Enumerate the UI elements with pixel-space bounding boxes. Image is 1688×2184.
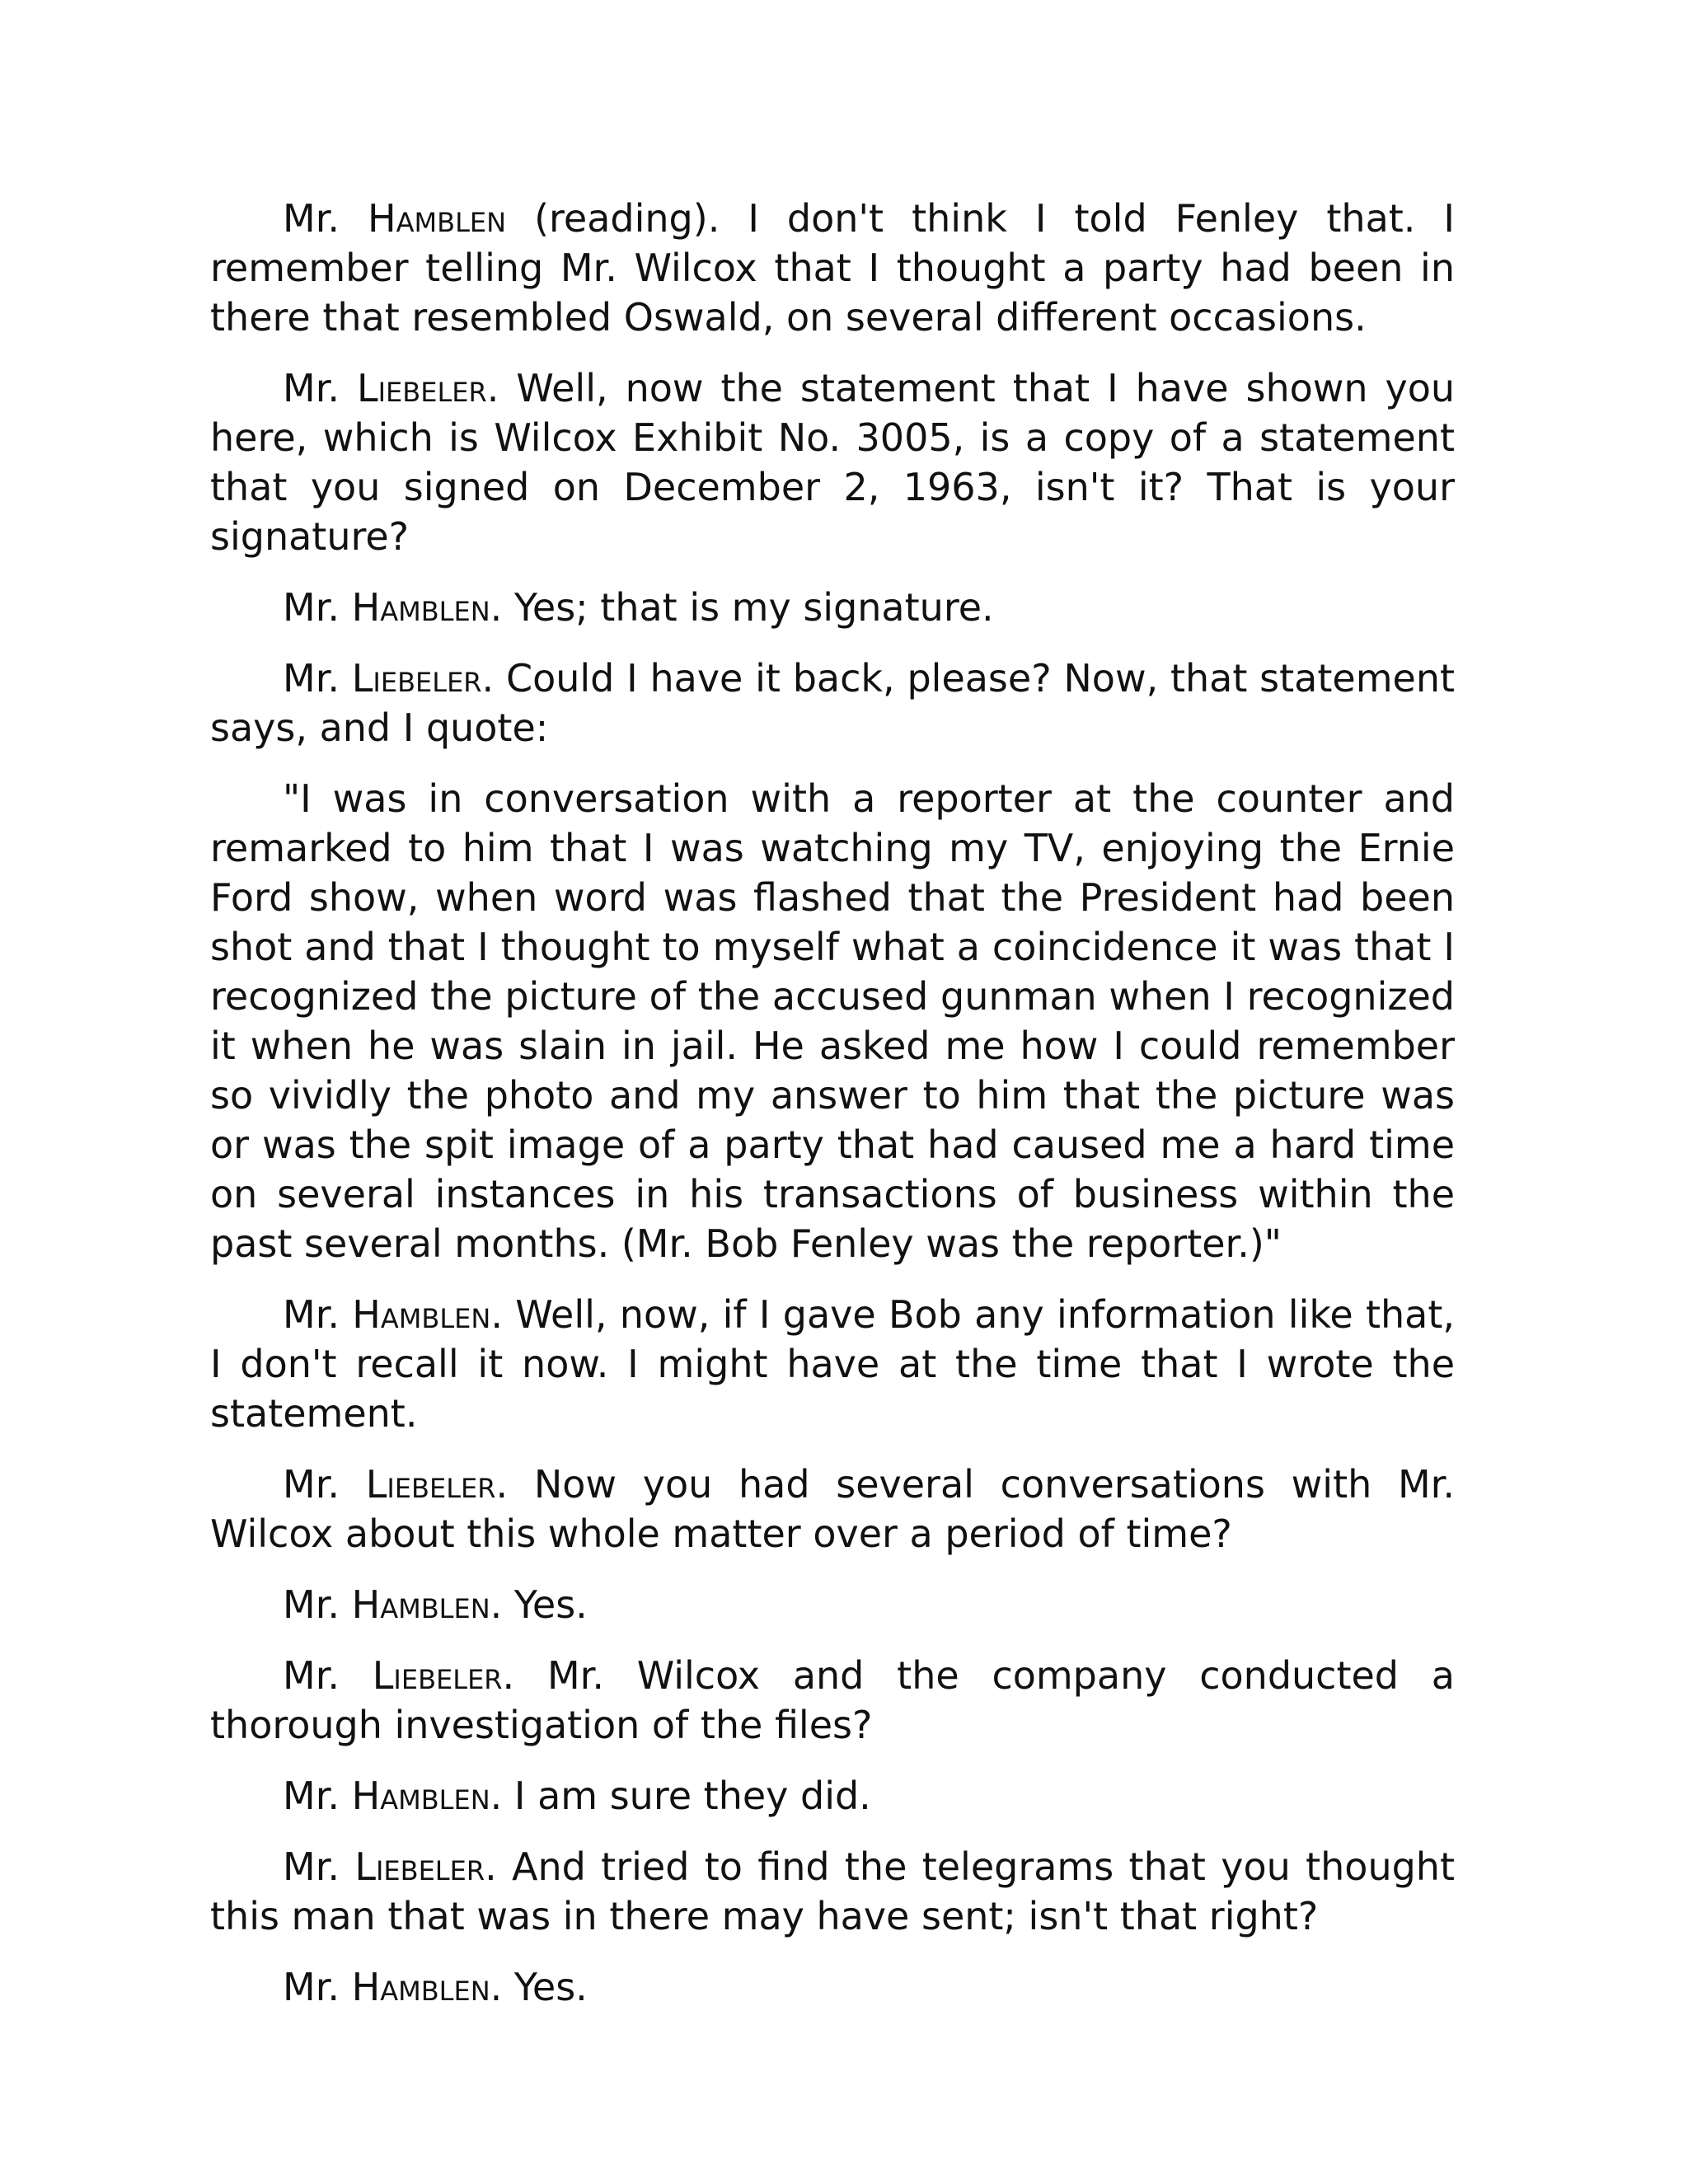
testimony-text: . Now you had several conversations with Mr. Wilcox about this whole matter over a period of time? [210, 1462, 1455, 1556]
speaker-title: Mr. [283, 1292, 340, 1337]
testimony-text: . Well, now the statement that I have shown you here, which is Wilcox Exhibit No. 3005, is a copy of a statement that you signed on December 2, 1963, isn't it? That is your signature? [210, 366, 1456, 559]
testimony-paragraph [210, 1842, 1455, 1941]
testimony-paragraph [210, 1771, 1455, 1821]
speaker-title: Mr. [283, 1844, 340, 1889]
testimony-paragraph [210, 1651, 1455, 1750]
testimony-paragraph [210, 194, 1455, 342]
testimony-paragraph [210, 654, 1455, 752]
testimony-text: . I am sure they did. [490, 1774, 871, 1818]
speaker-name: Liebeler [351, 656, 482, 701]
testimony-text: . Yes; that is my signature. [490, 585, 994, 630]
quoted-statement: "I was in conversation with a reporter at the counter and remarked to him that I was watching my TV, enjoying the Ernie Ford show, when word was flashed that the President had been shot and that I thought to myself what a coincidence it was that I recognized the picture of the accused gunman when I recognized it when he was slain in jail. He asked me how I could remember so vividly the photo and my answer to him that the picture was or was the spit image of a party that had caused me a hard time on several instances in his transactions of business within the past several months. (Mr. Bob Fenley was the reporter.)" [210, 776, 1455, 1266]
testimony-text: . Could I have it back, please? Now, that statement says, and I quote: [210, 656, 1456, 750]
speaker-title: Mr. [283, 656, 340, 701]
speaker-title: Mr. [283, 1653, 340, 1698]
testimony-paragraph [210, 363, 1455, 561]
speaker-name: Hamblen [351, 1965, 490, 2009]
speaker-name: Hamblen [368, 196, 507, 241]
testimony-text: . Yes. [490, 1965, 588, 2009]
speaker-name: Hamblen [352, 1292, 491, 1337]
speaker-title: Mr. [283, 1582, 340, 1627]
transcript-page [210, 194, 1455, 2033]
speaker-title: Mr. [283, 1965, 340, 2009]
testimony-paragraph [210, 1962, 1455, 2012]
testimony-text: . And tried to find the telegrams that you thought this man that was in there may have sent; isn't that right? [210, 1844, 1455, 1938]
speaker-name: Liebeler [365, 1462, 496, 1507]
testimony-paragraph [210, 1580, 1455, 1629]
speaker-title: Mr. [283, 585, 340, 630]
speaker-name: Hamblen [351, 1582, 490, 1627]
testimony-paragraph [210, 1460, 1455, 1558]
speaker-name: Hamblen [351, 1774, 490, 1818]
testimony-text: . Well, now, if I gave Bob any information like that, I don't recall it now. I might have at the time that I wrote the statement. [210, 1292, 1455, 1436]
testimony-paragraph [210, 583, 1455, 632]
testimony-text: (reading). I don't think I told Fenley that. I remember telling Mr. Wilcox that I thought a party had been in there that resembled Oswald, on several different occasions. [210, 196, 1455, 340]
testimony-text: . Mr. Wilcox and the company conducted a thorough investigation of the files? [210, 1653, 1455, 1747]
speaker-name: Liebeler [354, 1844, 485, 1889]
speaker-name: Hamblen [351, 585, 490, 630]
speaker-title: Mr. [283, 1774, 340, 1818]
speaker-name: Liebeler [372, 1653, 503, 1698]
testimony-paragraph [210, 1290, 1455, 1438]
speaker-name: Liebeler [356, 366, 487, 410]
speaker-title: Mr. [283, 366, 340, 410]
speaker-title: Mr. [283, 1462, 340, 1507]
testimony-text: . Yes. [490, 1582, 588, 1627]
speaker-title: Mr. [283, 196, 340, 241]
